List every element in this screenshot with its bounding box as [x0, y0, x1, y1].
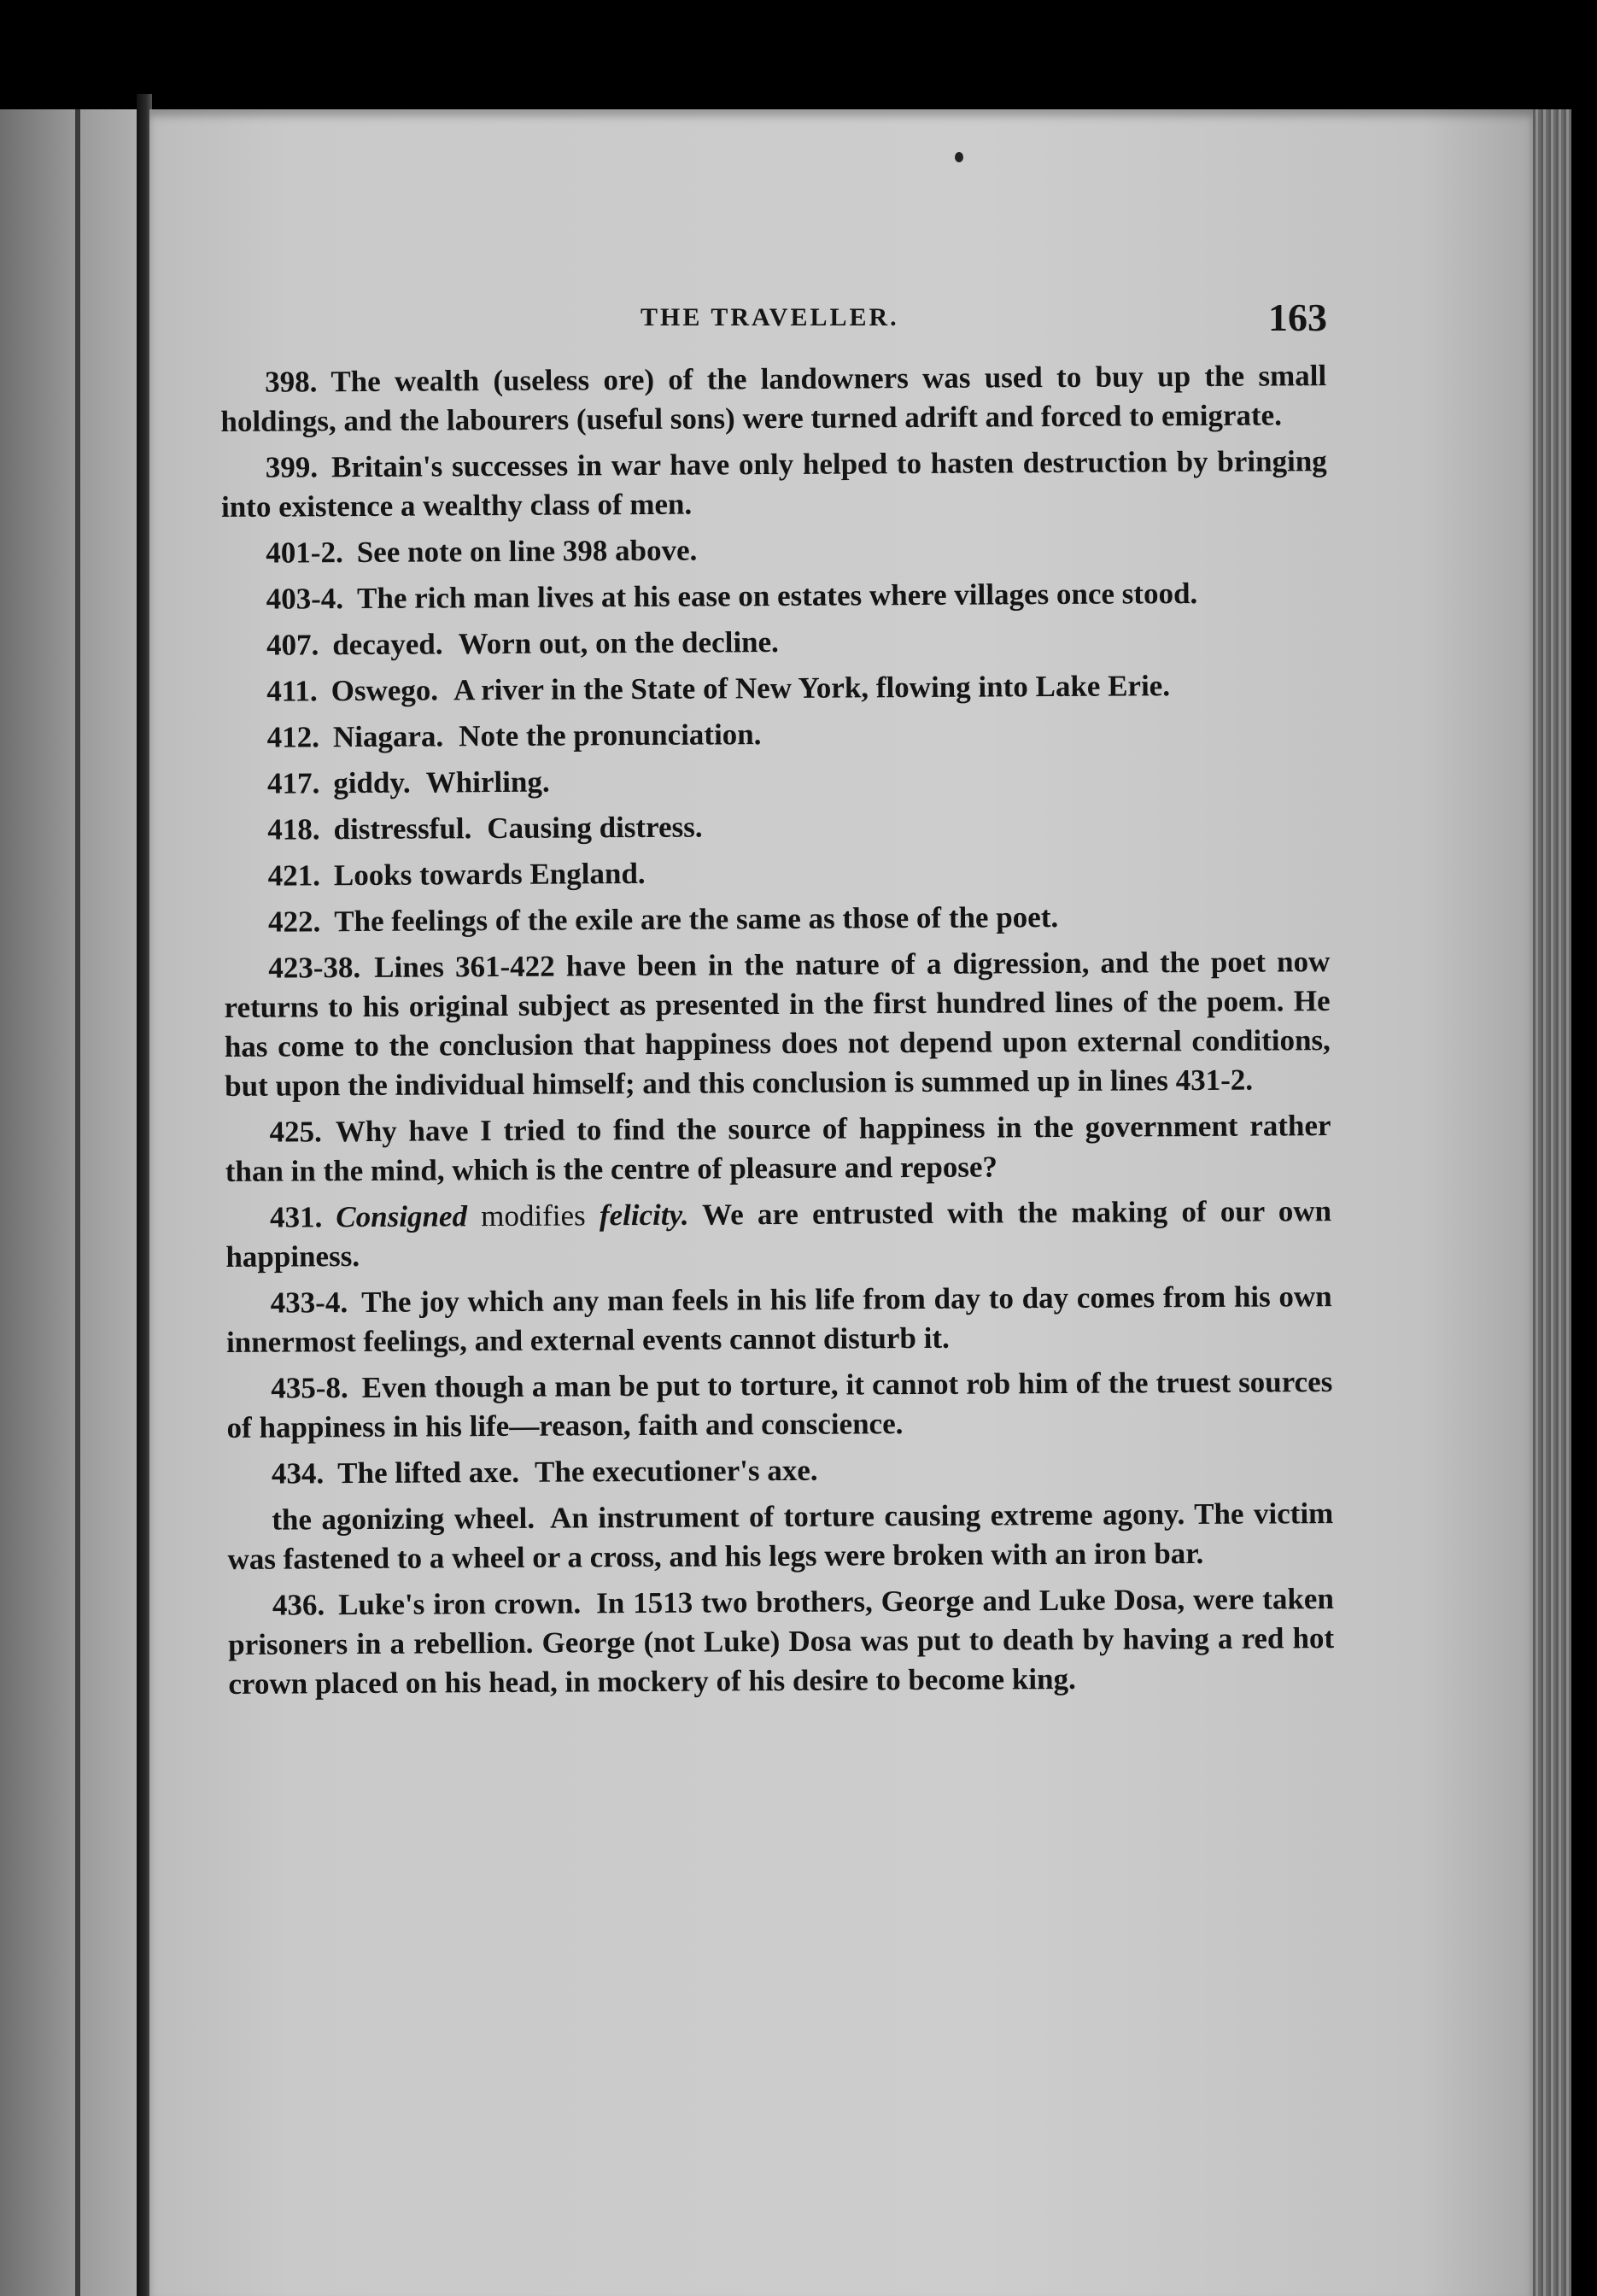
note-418: 418. distressful. Causing distress. — [267, 810, 703, 846]
note-401-2: 401-2. See note on line 398 above. — [266, 533, 698, 570]
note-term: giddy. — [333, 765, 411, 800]
note-434: 434. The lifted axe. The executioner's axe. — [271, 1453, 818, 1491]
note-411: 411. Oswego. A river in the State of New York, flowing into Lake Erie. — [266, 669, 1171, 708]
note-term: Niagara. — [332, 719, 444, 754]
note-435-8: 435-8. Even though a man be put to torture, it cannot rob him of the truest sources of happiness in his life—reason, faith and conscience. — [226, 1365, 1333, 1444]
note-agonizing-wheel: the agonizing wheel. An instrument of torture causing extreme agony. The victim was fastened to a wheel or a cross, and his legs were broken with an iron bar. — [227, 1496, 1334, 1576]
note-422: 422. The feelings of the exile are the same as those of the poet. — [267, 900, 1059, 939]
note-425: 425. Why have I tried to find the source of happiness in the government rather than in the mind, which is the centre of pleasure and repose? — [225, 1109, 1331, 1188]
note-412: 412. Niagara. Note the pronunciation. — [266, 718, 762, 754]
note-term: the agonizing wheel. — [272, 1501, 535, 1537]
note-term: Oswego. — [331, 673, 439, 708]
running-title: THE TRAVELLER. — [641, 303, 899, 331]
note-term: distressful. — [333, 811, 472, 846]
note-term: Luke's iron crown. — [338, 1586, 582, 1622]
page-stack-edge — [1533, 109, 1571, 2296]
left-page-edge — [0, 109, 141, 2296]
note-407: 407. decayed. Worn out, on the decline. — [266, 625, 779, 662]
note-421: 421. Looks towards England. — [267, 856, 646, 893]
note-433-4: 433-4. The joy which any man feels in his life from day to day comes from his own innermost feelings, and external events cannot disturb it. — [225, 1280, 1332, 1359]
note-436: 436. Luke's iron crown. In 1513 two brothers, George and Luke Dosa, were taken prisoners in a rebellion. George (not Luke) Dosa was put to death by having a red hot crown placed on his head, in mockery of his desire to become king. — [228, 1582, 1335, 1701]
note-term: decayed. — [332, 627, 443, 662]
note-431: 431. Consigned modifies felicity. We are entrusted with the making of our own happiness. — [225, 1194, 1332, 1274]
note-398: 398. The wealth (useless ore) of the landowners was used to buy up the small holdings, and the labourers (useful sons) were turned adrift and forced to emigrate. — [220, 359, 1327, 438]
notes-list — [220, 356, 1335, 1711]
note-term: The lifted axe. — [337, 1455, 520, 1491]
note-403-4: 403-4. The rich man lives at his ease on estates where villages once stood. — [266, 577, 1198, 616]
note-399: 399. Britain's successes in war have only helped to hasten destruction by bringing into existence a wealthy class of men. — [220, 444, 1327, 524]
ink-speck — [955, 152, 963, 162]
note-423-38: 423-38. Lines 361-422 have been in the nature of a digression, and the poet now returns to his original subject as presented in the first hundred lines of the poem. He has come to the conclusion that happiness does not depend upon external conditions, but upon the individual himself; and this conclusion is summed up in lines 431-2. — [224, 945, 1331, 1103]
left-page-shadow — [75, 109, 80, 2296]
page-number: 163 — [1268, 296, 1327, 339]
note-417: 417. giddy. Whirling. — [266, 764, 550, 800]
